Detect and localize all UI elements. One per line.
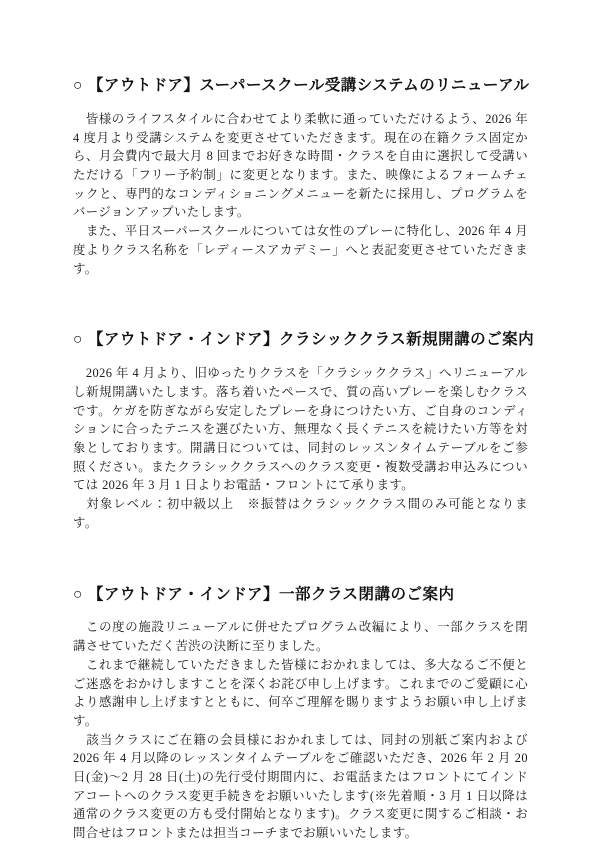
section-heading (73, 76, 528, 97)
section-classic-class-opening (73, 330, 535, 532)
paragraph: 対象レベル：初中級以上 ※振替はクラシッククラス間のみ可能となります。 (73, 497, 528, 530)
section-class-closure (73, 585, 528, 843)
circle-bullet-icon: ○ (73, 331, 83, 349)
circle-bullet-icon: ○ (73, 77, 83, 94)
section-heading-text: 【アウトドア】スーパースクール受講システムのリニューアル (87, 77, 530, 94)
paragraph: 2026 年 4 月より、旧ゆったりクラスを「クラシッククラス」へリニューアルし新規開講いたします。落ち着いたペースで、質の高いプレーを楽しむクラスです。ケガを防ぎながら安定したプレーを身につけたい方、ご自身のコンディションに合ったテニスを選びたい方、無理なく長くテニスを続けたい方等を対象としております。開講日については、同封のレッスンタイムテーブルをご参照ください。またクラシッククラスへのクラス変更・複数受講お申込みについては 2026 年 3 月 1 日よりお電話・フロントにて承ります。 (73, 366, 528, 493)
section-heading (73, 330, 535, 351)
section-heading-text: 【アウトドア・インドア】一部クラス閉講のご案内 (87, 585, 455, 603)
circle-bullet-icon: ○ (73, 585, 83, 603)
paragraph: これまで継続していただきました皆様におかれましては、多大なるご不便とご迷惑をおかけしますことを深くお詫び申し上げます。これまでのご愛顧に心より感謝申し上げますとともに、何卒ご理解を賜りますようお願い申し上げます。 (73, 657, 528, 728)
paragraph: また、平日スーパースクールについては女性のプレーに特化し、2026 年 4 月度よりクラス名称を「レディースアカデミー」へと表記変更させていただきます。 (73, 224, 528, 276)
section-heading-text: 【アウトドア・インドア】クラシッククラス新規開講のご案内 (87, 331, 535, 349)
section-super-school-renewal (73, 76, 528, 278)
paragraph: 皆様のライフスタイルに合わせてより柔軟に通っていただけるよう、2026 年 4 度月より受講システムを変更させていただきます。現在の在籍クラス固定から、月会費内で最大月 8 回までお好きな時間・クラスを自由に選択して受講いただける「フリー予約制」に変更となります。また、映像によるフォームチェックと、専門的なコンディショニングメニューを新たに採用し、プログラムをバージョンアップいたします。 (73, 111, 528, 220)
section-heading (73, 585, 528, 606)
paragraph: 該当クラスにご在籍の会員様におかれましては、同封の別紙ご案内および 2026 年 4 月以降のレッスンタイムテーブルをご確認いただき、2026 年 2 月 20 日(金)～2 月 28 日(土)の先行受付期間内に、お電話またはフロントにてインドアコートへのクラス変更手続きをお願いいたします(※先着順・3 月 1 日以降は通常のクラス変更の方も受付開始となります)。クラス変更に関するご相談・お問合せはフロントまたは担当コーチまでお願いいたします。 (73, 732, 528, 841)
paragraph: この度の施設リニューアルに併せたプログラム改編により、一部クラスを閉講させていただく苦渋の決断に至りました。 (73, 620, 528, 654)
